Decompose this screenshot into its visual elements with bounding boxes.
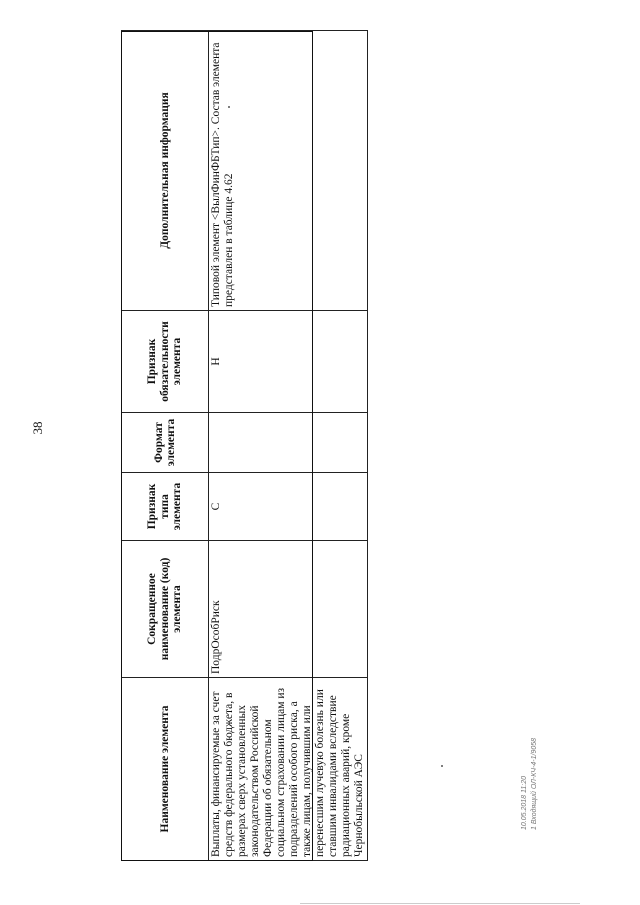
scan-edge-line — [300, 903, 580, 904]
element-spec-table — [121, 30, 368, 861]
header-element-format: Формат элемента — [122, 413, 209, 473]
cell-additional-info: Типовой элемент <ВылФинФБТип>. Состав элемента представлен в таблице 4.62 — [209, 31, 368, 311]
scan-speck — [228, 106, 230, 108]
scan-speck — [441, 765, 443, 767]
rotated-table-container — [121, 31, 365, 861]
page-number: 38 — [30, 421, 45, 435]
stamp-line-2: 1 Входящий ОЛ-КЧ-4-1/9058 — [531, 737, 538, 830]
cell-element-name: Выплаты, финансируемые за счет средств федерального бюджета, в размерах сверх установленных законодательством Российской Федерации об обязательном социальном страховании лицам из подразделений особого риска, а также лицам, получившим или перенесшим лучевую болезнь или ставшим инвалидами вследствие радиационных аварий, кроме Чернобыльской АЭС — [209, 678, 368, 861]
header-element-code: Сокращенное наименование (код) элемента — [122, 541, 209, 678]
registration-stamp — [520, 660, 554, 830]
stamp-line-1: 10.05.2018 11:20 — [521, 776, 528, 830]
header-element-type: Признак типа элемента — [122, 473, 209, 541]
header-additional-info: Дополнительная информация — [122, 31, 209, 311]
cell-element-code: ПодрОсобРиск — [209, 541, 368, 678]
table-header-row — [122, 31, 209, 861]
header-element-name: Наименование элемента — [122, 678, 209, 861]
header-element-required: Признак обязательности элемента — [122, 311, 209, 413]
cell-element-type: С — [209, 473, 368, 541]
cell-element-format — [209, 413, 368, 473]
table-row — [209, 31, 368, 861]
cell-element-required: Н — [209, 311, 368, 413]
